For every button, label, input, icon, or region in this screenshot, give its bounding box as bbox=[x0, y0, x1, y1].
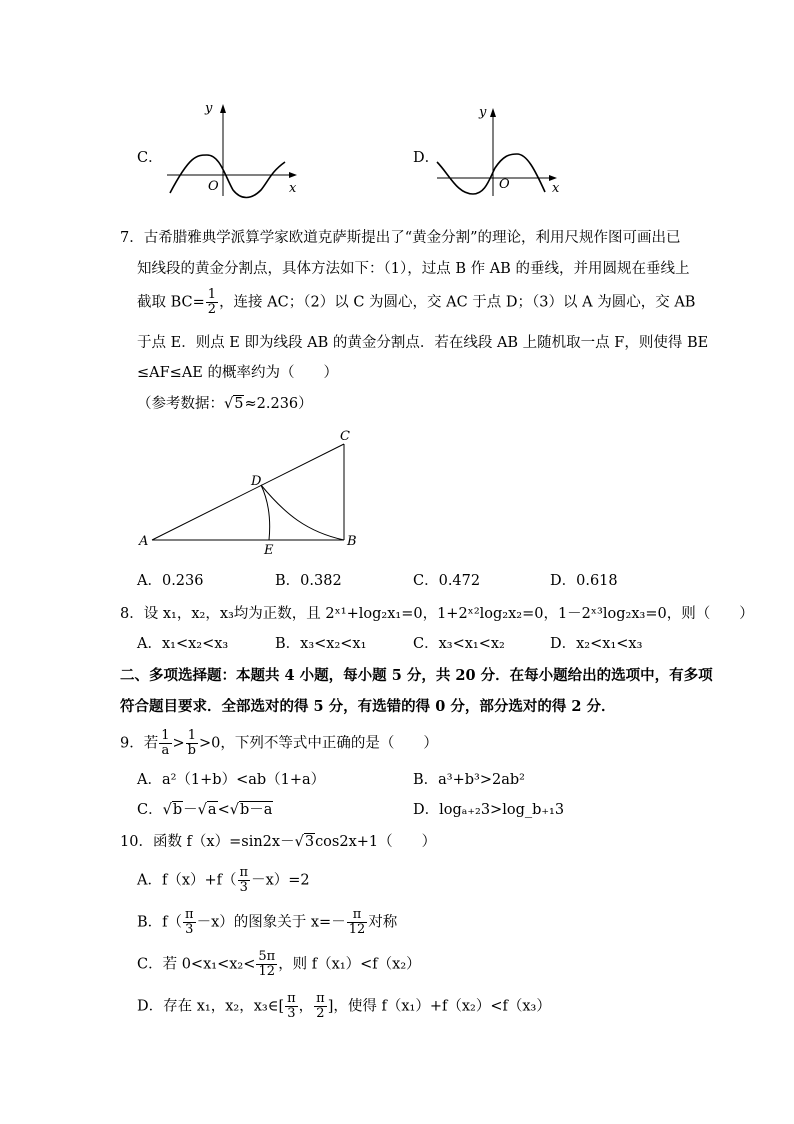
q7-triangle-figure bbox=[135, 424, 375, 559]
q7-option-d[interactable]: D．0.618 bbox=[550, 573, 618, 589]
q8-option-d[interactable]: D．x₂<x₁<x₃ bbox=[550, 636, 643, 652]
q6d-y-label: y bbox=[479, 105, 487, 120]
q7-option-b[interactable]: B．0.382 bbox=[275, 573, 342, 589]
q8-stem: 8．设 x₁，x₂，x₃均为正数，且 2ˣ¹+log₂x₁=0，1+2ˣ²log₂x₂=0，1－2ˣ³log₂x₃=0，则（ ） bbox=[120, 606, 754, 622]
q7-stem-line4: 于点 E．则点 E 即为线段 AB 的黄金分割点．若在线段 AB 上随机取一点 F，则使得 BE bbox=[137, 335, 709, 351]
q7-stem-line1: 7．古希腊雅典学派算学家欧道克萨斯提出了“黄金分割”的理论，利用尺规作图可画出已 bbox=[120, 230, 681, 246]
q10-option-c[interactable]: C．若 0<x₁<x₂< $\frac{5\pi}{12}$ ，则 f（x₁）<f（x₂） bbox=[137, 949, 421, 979]
q7-fraction-half: $\frac{1}{2}$ bbox=[207, 287, 217, 317]
q6d-x-label: x bbox=[552, 181, 560, 196]
q9-option-b[interactable]: B．a³+b³>2ab² bbox=[413, 772, 525, 788]
q9-option-c[interactable]: C．√b－√a<√b－a bbox=[137, 802, 273, 818]
q7-reference-data: （参考数据：√5≈2.236） bbox=[137, 396, 313, 412]
q10-option-d[interactable]: D．存在 x₁，x₂，x₃∈[ $\frac{\pi}{3}$ ， $\frac{\pi}{2}$ ]，使得 f（x₁）+f（x₂）<f（x₃） bbox=[137, 991, 551, 1021]
section2-heading-line2: 符合题目要求．全部选对的得 5 分，有选错的得 0 分，部分选对的得 2 分． bbox=[120, 698, 616, 715]
q10-option-a[interactable]: A．f（x）+f（ $\frac{\pi}{3}$ －x）=2 bbox=[137, 865, 310, 895]
q6c-origin-label: O bbox=[208, 179, 219, 194]
q9-stem: 9．若 $\frac{1}{a}$ > $\frac{1}{b}$ >0，下列不等式中正确的是（ ） bbox=[120, 728, 438, 758]
q8-option-b[interactable]: B．x₃<x₂<x₁ bbox=[275, 636, 367, 652]
q10-stem: 10．函数 f（x）=sin2x－√3cos2x+1（ ） bbox=[120, 834, 437, 850]
point-d-label: D bbox=[251, 474, 262, 489]
q6-option-d-label: D． bbox=[413, 150, 440, 166]
q9-option-a[interactable]: A．a²（1+b）<ab（1+a） bbox=[137, 772, 326, 788]
q7-stem-line5: ≤AF≤AE 的概率约为（ ） bbox=[137, 365, 338, 381]
point-a-label: A bbox=[139, 534, 149, 549]
q8-option-c[interactable]: C．x₃<x₁<x₂ bbox=[413, 636, 505, 652]
q10-option-b[interactable]: B．f（ $\frac{\pi}{3}$ －x）的图象关于 x=－ $\frac{\pi}{12}$ 对称 bbox=[137, 907, 398, 937]
q7-option-a[interactable]: A．0.236 bbox=[137, 573, 204, 589]
point-c-label: C bbox=[340, 429, 350, 444]
q6c-y-label: y bbox=[205, 101, 213, 116]
point-b-label: B bbox=[347, 534, 357, 549]
point-e-label: E bbox=[264, 543, 274, 558]
q6-graph-d bbox=[435, 100, 570, 200]
q8-option-a[interactable]: A．x₁<x₂<x₃ bbox=[137, 636, 229, 652]
section2-heading-line1: 二、多项选择题：本题共 4 小题，每小题 5 分，共 20 分．在每小题给出的选项中，有多项 bbox=[120, 667, 713, 684]
q9-option-d[interactable]: D．logₐ₊₂3>log_b₊₁3 bbox=[413, 802, 565, 818]
q6d-origin-label: O bbox=[499, 177, 510, 192]
q6-option-c-label: C． bbox=[137, 150, 163, 166]
q6-graph-c bbox=[165, 100, 300, 200]
q7-option-c[interactable]: C．0.472 bbox=[413, 573, 481, 589]
q7-stem-line3: 截取 BC= $\frac{1}{2}$ ，连接 AC；（2）以 C 为圆心，交 AC 于点 D；（3）以 A 为圆心，交 AB bbox=[137, 287, 696, 317]
q6c-x-label: x bbox=[289, 181, 297, 196]
q7-stem-line2: 知线段的黄金分割点，具体方法如下：（1），过点 B 作 AB 的垂线，并用圆规在垂线上 bbox=[137, 261, 690, 277]
